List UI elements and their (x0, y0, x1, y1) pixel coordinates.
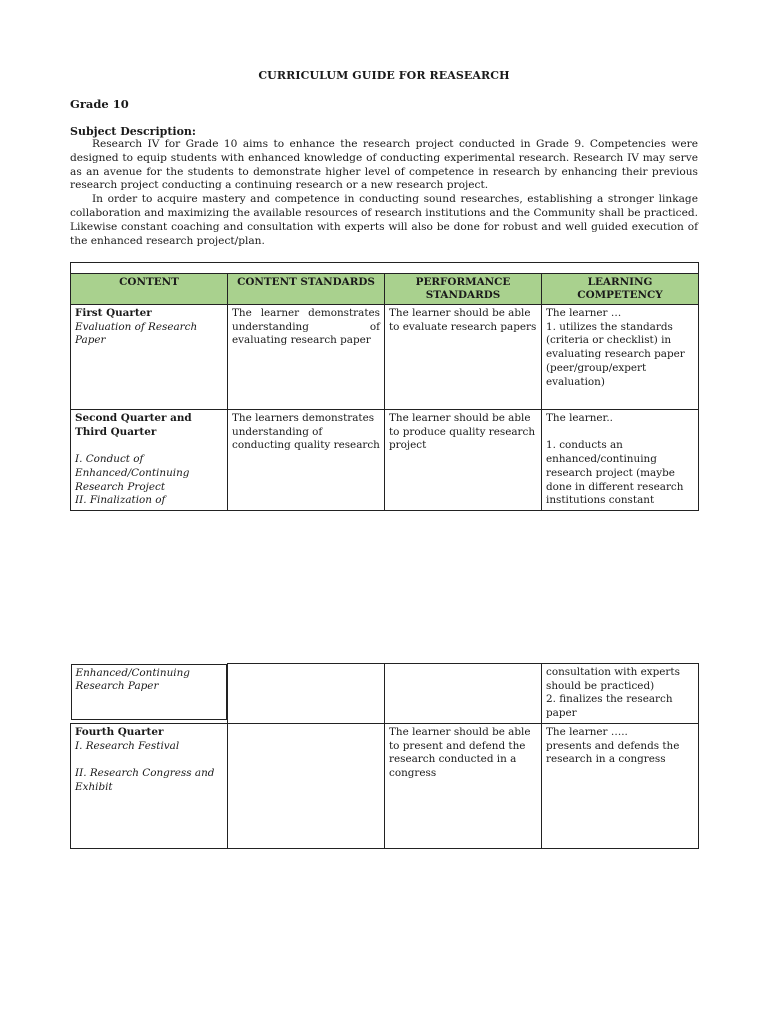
header-content-standards: CONTENT STANDARDS (228, 274, 385, 305)
topic-text: I. Research Festival (75, 739, 180, 752)
competency-item: presents and defends the research in a congress (546, 739, 680, 766)
competency-item: (peer/group/expert evaluation) (546, 361, 647, 388)
competency-intro: The learner … (546, 307, 622, 319)
curriculum-table-part-1 (70, 262, 699, 511)
header-learning-competency: LEARNING COMPETENCY (542, 274, 699, 305)
content-standard-cell: The learner demonstrates understanding of evaluating research paper (228, 305, 385, 410)
header-content: CONTENT (71, 274, 228, 305)
competency-cell (542, 664, 699, 724)
content-cell (71, 723, 228, 848)
subject-description-label: Subject Description: (70, 125, 196, 138)
content-cell (71, 410, 228, 511)
performance-standard-cell: The learner should be able to present and defend the research conducted in a congress (385, 723, 542, 848)
competency-item: 1. utilizes the standards (criteria or checklist) in evaluating research paper (546, 320, 685, 361)
competency-cell (542, 723, 699, 848)
competency-intro: The learner.. (546, 412, 613, 424)
performance-standard-cell: The learner should be able to produce quality research project (385, 410, 542, 511)
content-cell: Enhanced/Continuing Research Paper (71, 664, 228, 720)
table-row (71, 410, 699, 511)
quarter-label: Second Quarter and Third Quarter (75, 412, 192, 438)
performance-standard-cell: The learner should be able to evaluate research papers (385, 305, 542, 410)
topic-text: Evaluation of Research Paper (75, 320, 198, 347)
competency-cell (542, 305, 699, 410)
competency-item: consultation with experts should be practiced) (546, 666, 680, 692)
table-row (71, 664, 699, 724)
content-standard-cell: The learners demonstrates understanding of conducting quality research (228, 410, 385, 511)
quarter-label: First Quarter (75, 307, 152, 319)
table-blank-row (71, 263, 699, 274)
content-standard-cell (228, 664, 385, 724)
subject-description (70, 138, 698, 248)
document-title: CURRICULUM GUIDE FOR REASEARCH (258, 69, 510, 82)
table-header-row (71, 274, 699, 305)
competency-intro: The learner ….. (546, 725, 628, 738)
topic-text: II. Finalization of (75, 494, 166, 507)
description-paragraph-2: In order to acquire mastery and competence in conducting sound researches, establishing a stronger linkage collaboration and maximizing the available resources of research institutions and the Community shall be practiced. Likewise constant coaching and consultation with experts will also be done for robust and well guided execution of the enhanced research project/plan. (70, 193, 698, 247)
curriculum-table-part-2 (70, 663, 699, 849)
competency-cell (542, 410, 699, 511)
table-row (71, 305, 699, 410)
description-paragraph-1: Research IV for Grade 10 aims to enhance the research project conducted in Grade 9. Competencies were designed to equip students with enhanced knowledge of conducting experimental research. Research IV may serve as an avenue for the students to demonstrate higher level of competence in research by enhancing their previous research project conducting a continuing research or a new research project. (70, 138, 698, 192)
content-cell (71, 305, 228, 410)
competency-item: 2. finalizes the research paper (546, 693, 673, 720)
competency-item: 1. conducts an enhanced/continuing research project (maybe done in different research institutions constant (546, 439, 684, 507)
content-standard-cell (228, 723, 385, 848)
quarter-label: Fourth Quarter (75, 725, 164, 738)
table-row (71, 723, 699, 848)
grade-heading: Grade 10 (70, 97, 129, 111)
performance-standard-cell (385, 664, 542, 724)
header-performance-standards: PERFORMANCE STANDARDS (385, 274, 542, 305)
topic-text: II. Research Congress and Exhibit (75, 766, 215, 793)
topic-text: I. Conduct of Enhanced/Continuing Research Project (75, 453, 190, 493)
